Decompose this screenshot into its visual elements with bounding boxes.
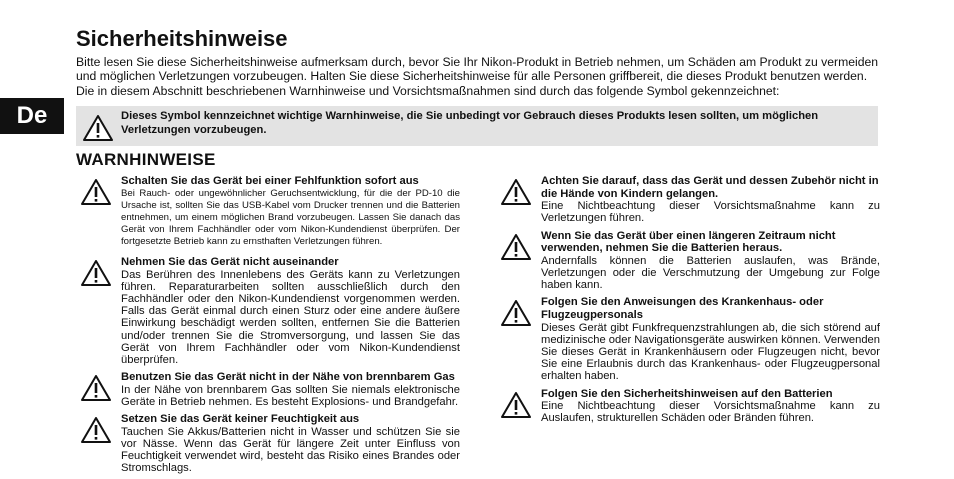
warning-triangle-icon bbox=[80, 374, 112, 402]
warning-heading: Folgen Sie den Sicherheitshinweisen auf den Batterien bbox=[541, 387, 833, 400]
warning-item bbox=[80, 256, 460, 366]
section-heading: WARNHINWEISE bbox=[76, 150, 216, 169]
warning-item bbox=[500, 230, 880, 292]
warning-item bbox=[500, 175, 880, 225]
warning-heading: Nehmen Sie das Gerät nicht auseinander bbox=[121, 256, 339, 269]
warning-heading: Folgen Sie den Anweisungen des Krankenhaus- oder Flugzeugpersonals bbox=[541, 296, 824, 321]
warning-item bbox=[500, 388, 880, 425]
warning-text: Andernfalls können die Batterien auslaufen, was Brände, Verletzungen oder die Verschmutzung der Umgebung zur Folge haben kann. bbox=[541, 254, 880, 292]
warning-heading: Benutzen Sie das Gerät nicht in der Nähe von brennbarem Gas bbox=[121, 371, 455, 384]
warning-text: Bei Rauch- oder ungewöhnlicher Geruchsentwicklung, für die der PD-10 die Ursache ist, sollten Sie das USB-Kabel vom Drucker trennen und die Batterien entnehmen, um einem möglichen Brand vorzubeugen. Lassen Sie danach das Gerät von Ihrem Fachhändler oder vom Nikon-Kundendienst überprüfen. Der fortgesetzte Betrieb kann zu ernsthaften Verletzungen führen. bbox=[121, 187, 460, 247]
warning-triangle-icon bbox=[500, 299, 532, 327]
warning-text: In der Nähe von brennbarem Gas sollten Sie niemals elektronische Geräte in Betrieb nehmen. Es besteht Explosions- und Brandgefahr. bbox=[121, 383, 460, 409]
warning-text: Das Berühren des Innenlebens des Geräts kann zu Verletzungen führen. Reparaturarbeiten sollten ausschließlich durch den Fachhändler oder den Nikon-Kundendienst vorgenommen werden. Falls das Gerät einmal durch einen Sturz oder eine andere äußere Einwirkung beschädigt werden sollten, entfernen Sie die Batterien und/oder trennen Sie die Stromversorgung, und lassen Sie das Gerät von Ihrem Fachhändler oder vom Nikon-Kundendienst überprüfen. bbox=[121, 268, 460, 367]
symbol-notice-text: Dieses Symbol kennzeichnet wichtige Warnhinweise, die Sie unbedingt vor Gebrauch dieses Produkts lesen sollten, um möglichen Verletzungen vorzubeugen. bbox=[121, 110, 819, 136]
warning-triangle-icon bbox=[80, 178, 112, 206]
warning-item bbox=[500, 296, 880, 382]
warning-text: Eine Nichtbeachtung dieser Vorsichtsmaßnahme kann zu Verletzungen führen. bbox=[541, 200, 880, 225]
language-tab: De bbox=[0, 98, 64, 134]
warning-heading: Achten Sie darauf, dass das Gerät und dessen Zubehör nicht in die Hände von Kindern gelangen. bbox=[541, 175, 879, 200]
warnings-left-column bbox=[80, 175, 460, 475]
intro-paragraph: Bitte lesen Sie diese Sicherheitshinweise aufmerksam durch, bevor Sie Ihr Nikon-Produkt in Betrieb nehmen, um Schäden am Produkt zu vermeiden und möglichen Verletzungen vorzubeugen. Halten Sie diese Sicherheitshinweise für alle Personen griffbereit, die dieses Produkt benutzen werden. Die in diesem Abschnitt beschriebenen Warnhinweise und Vorsichtsmaßnahmen sind durch das folgende Symbol gekennzeichnet: bbox=[76, 55, 879, 98]
warnings-right-column bbox=[500, 175, 880, 425]
warning-heading: Setzen Sie das Gerät keiner Feuchtigkeit aus bbox=[121, 413, 360, 426]
warning-triangle-icon bbox=[80, 416, 112, 444]
warning-triangle-icon bbox=[80, 259, 112, 287]
warning-item bbox=[80, 413, 460, 474]
symbol-notice-box bbox=[76, 106, 878, 146]
warning-text: Eine Nichtbeachtung dieser Vorsichtsmaßnahme kann zu Auslaufen, strukturellen Schäden oder Bränden führen. bbox=[541, 400, 880, 425]
warning-text: Tauchen Sie Akkus/Batterien nicht in Wasser und schützen Sie sie vor Nässe. Wenn das Gerät für längere Zeit unter Einfluss von Feuchtigkeit verwendet wird, besteht das Risiko eines Brandes oder Stromschlags. bbox=[121, 425, 460, 475]
warning-heading: Wenn Sie das Gerät über einen längeren Zeitraum nicht verwenden, nehmen Sie die Batterien heraus. bbox=[541, 229, 836, 255]
warning-triangle-icon bbox=[500, 233, 532, 261]
warning-item bbox=[80, 175, 460, 248]
warning-triangle-icon bbox=[500, 178, 532, 206]
warning-heading: Schalten Sie das Gerät bei einer Fehlfunktion sofort aus bbox=[121, 175, 419, 187]
warning-triangle-icon bbox=[500, 391, 532, 419]
page-title: Sicherheitshinweise bbox=[76, 26, 288, 51]
warning-item bbox=[80, 371, 460, 408]
warning-text: Dieses Gerät gibt Funkfrequenzstrahlungen ab, die sich störend auf medizinische oder Navigationsgeräte auswirken können. Verwenden Sie dieses Gerät in Krankenhäusern oder Flugzeugen nicht, bevor Sie eine Erlaubnis durch das Krankenhaus- oder Flugzeugpersonal erhalten haben. bbox=[541, 321, 880, 383]
warning-triangle-icon bbox=[82, 114, 114, 142]
